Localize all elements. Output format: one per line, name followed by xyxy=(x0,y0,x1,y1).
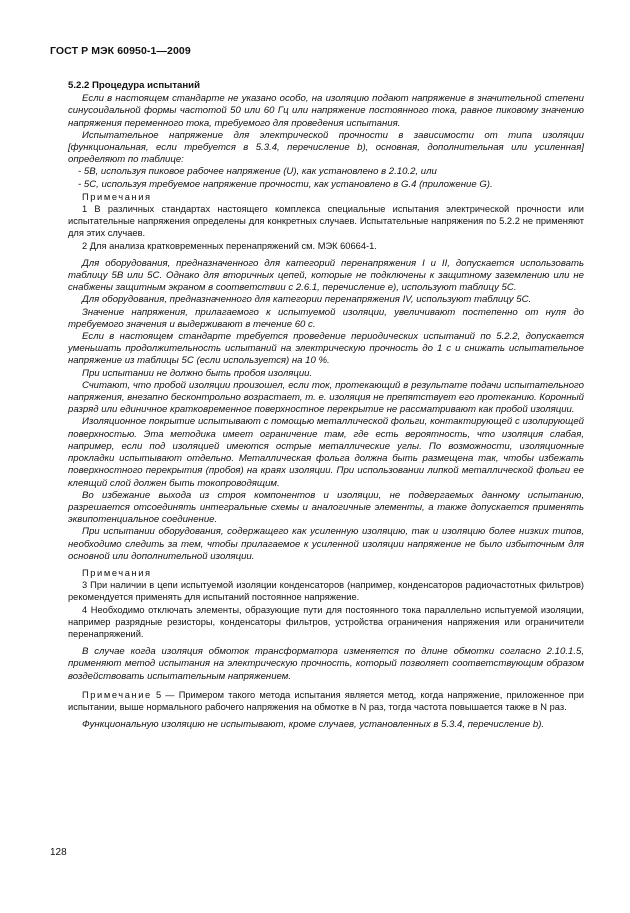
section-heading: 5.2.2 Процедура испытаний xyxy=(68,80,200,91)
notes-heading: Примечания xyxy=(82,191,152,202)
paragraph: При испытании оборудования, содержащего как усиленную изоляцию, так и изоляцию более низких типов, необходимо следить за тем, чтобы прилагаемое к усиленной изоляции напряжение не было избыточным для основной или дополнительной изоляции. xyxy=(68,526,584,562)
paragraph: Функциональную изоляцию не испытывают, кроме случаев, установленных в 5.3.4, перечисление b). xyxy=(82,719,545,731)
paragraph: Испытательное напряжение для электрической прочности в зависимости от типа изоляции [функциональная, если требуется в 5.3.4, перечисление b), основная, дополнительная или усиленная] определяют по таблице: xyxy=(68,129,584,166)
paragraph: Если в настоящем стандарте не указано особо, на изоляцию подают напряжение в значительной степени синусоидальной формы частотой 50 или 60 Гц или напряжение постоянного тока, равное пиковому значению напряжения переменного тока, требуемого для проведения испытания. xyxy=(68,93,584,129)
document-header: ГОСТ Р МЭК 60950-1—2009 xyxy=(50,45,191,57)
paragraph: При испытании не должно быть пробоя изоляции. xyxy=(82,367,313,379)
paragraph: Для оборудования, предназначенного для категорий перенапряжения I и II, допускается использовать таблицу 5B или 5C. Однако для вторичных цепей, которые не подключены к защитному заземлению или не снабжены защитным экраном в соответствии с 2.6.1, перечисление e), используют таблицу 5C. xyxy=(68,257,584,294)
note xyxy=(68,689,584,713)
notes-heading: Примечания xyxy=(82,567,152,578)
paragraph: В случае когда изоляция обмоток трансформатора изменяется по длине обмотки согласно 2.10.1.5, применяют метод испытания на электрическую прочность, который позволяет соответствующим образом воздействовать испытательным напряжением. xyxy=(68,646,584,682)
list-item: - 5B, используя пиковое рабочее напряжение (U), как установлено в 2.10.2, или xyxy=(78,166,437,178)
note-text: 5 — Примером такого метода испытания является метод, когда напряжение, приложенное при испытании, выше нормального рабочего напряжения на обмотке в N раз, тогда частота повышается также в N раз. xyxy=(68,689,584,712)
note: 4 Необходимо отключать элементы, образующие пути для постоянного тока параллельно испытуемой изоляции, например разрядные резисторы, конденсаторы фильтров, устройства ограничения напряжения или ограничители перенапряжений. xyxy=(68,604,584,639)
paragraph: Изоляционное покрытие испытывают с помощью металлической фольги, контактирующей с изолирующей поверхностью. Эта методика имеет ограничение там, где есть вероятность, что изоляция слабая, например, если под изоляцией имеются острые металлические углы. По возможности, изоляционные прокладки испытывают отдельно. Металлическая фольга должна быть размещена так, чтобы избежать поверхностного перекрытия (пробоя) на краях изоляции. При использовании липкой металлической фольги ее клеящий слой должен быть токопроводящим. xyxy=(68,416,584,489)
document-body xyxy=(68,80,584,731)
note: 2 Для анализа кратковременных перенапряжений см. МЭК 60664-1. xyxy=(82,240,377,251)
note-label: Примечание xyxy=(82,689,152,700)
paragraph: Значение напряжения, прилагаемого к испытуемой изоляции, увеличивают постепенно от нуля до требуемого значения и выдерживают в течение 60 с. xyxy=(68,306,584,330)
list-item: - 5C, используя требуемое напряжение прочности, как установлено в G.4 (приложение G). xyxy=(78,178,493,190)
note: 3 При наличии в цепи испытуемой изоляции конденсаторов (например, конденсаторов радиочастотных фильтров) рекомендуется применять для испытаний постоянное напряжение. xyxy=(68,580,584,603)
page-number: 128 xyxy=(50,847,67,858)
paragraph: Если в настоящем стандарте требуется проведение периодических испытаний по 5.2.2, допускается уменьшать продолжительность испытаний на электрическую прочность до 1 с и снижать испытательное напряжение из таблицы 5C (если используется) на 10 %. xyxy=(68,331,584,367)
paragraph: Считают, что пробой изоляции произошел, если ток, протекающий в результате подачи испытательного напряжения, внезапно бесконтрольно возрастает, т. е. изоляция не препятствует его протеканию. Коронный разряд или единичное кратковременное поверхностное перекрытие не рассматривают как пробой изоляции. xyxy=(68,379,584,416)
paragraph: Для оборудования, предназначенного для категории перенапряжения IV, используют таблицу 5C. xyxy=(82,294,532,306)
paragraph: Во избежание выхода из строя компонентов и изоляции, не подвергаемых данному испытанию, разрешается отсоединять интегральные схемы и аналогичные элементы, а также допускается применять эквипотенциальное соединение. xyxy=(68,489,584,526)
note: 1 В различных стандартах настоящего комплекса специальные испытания электрической прочности или испытательные напряжения определены для конкретных случаев. Испытательные напряжения по 5.2.2 не применяют для этих случаев. xyxy=(68,204,584,239)
